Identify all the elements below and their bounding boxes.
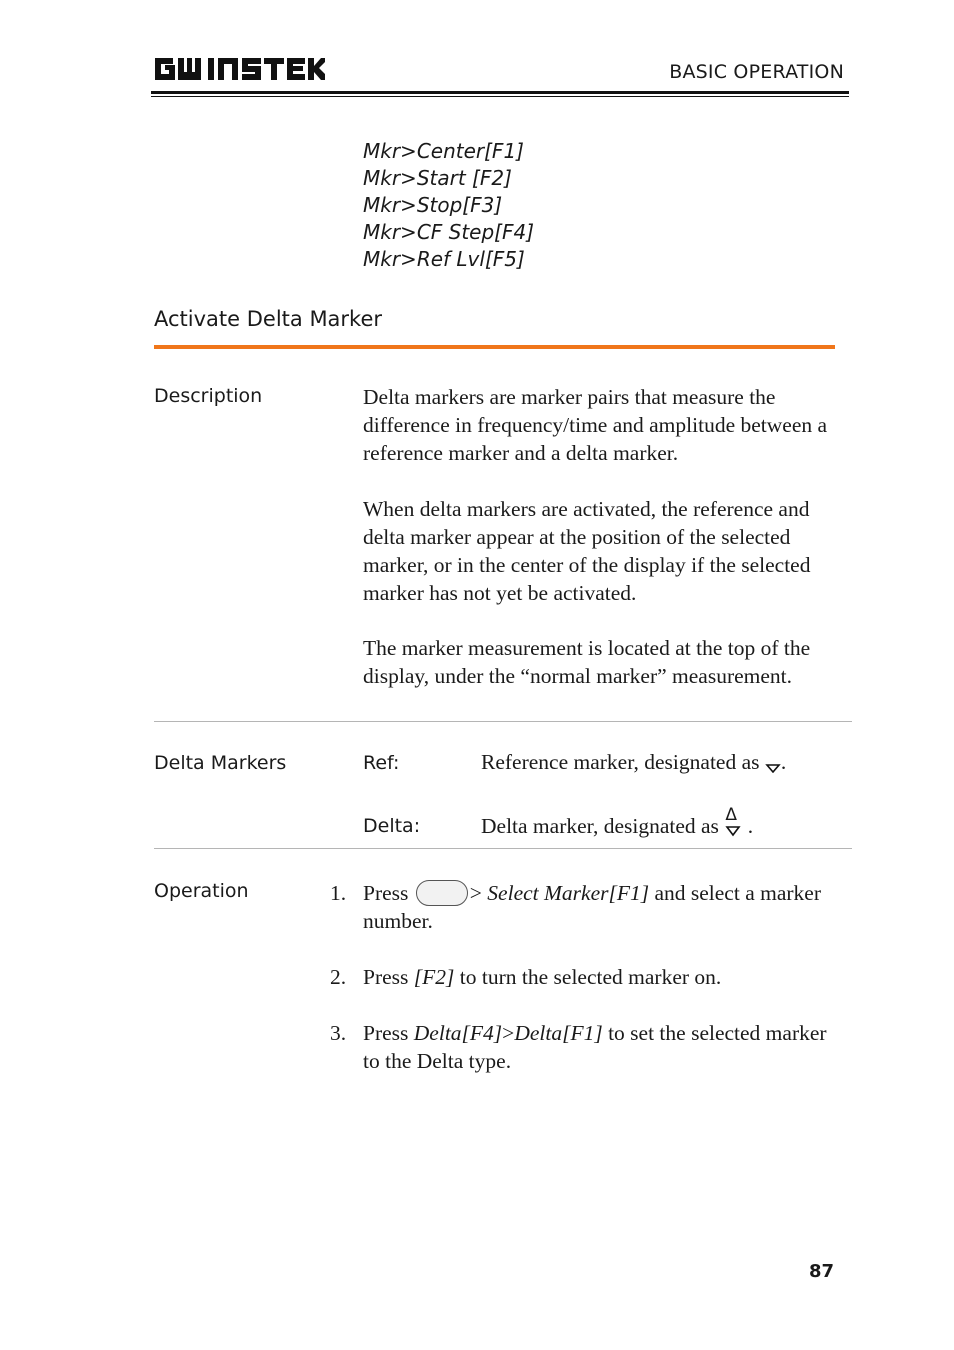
ref-text: Reference marker, designated as [481, 750, 760, 774]
step-press: Press [363, 965, 409, 989]
page-number: 87 [808, 1261, 834, 1282]
step-key-ref: [F2] [413, 965, 455, 989]
step-press: Press [363, 881, 409, 905]
header-rule [151, 91, 849, 94]
step-menu-ref: Select Marker[F1] [487, 881, 650, 905]
delta-marker-symbol [724, 805, 742, 839]
delta-label: Delta: [363, 815, 421, 837]
step-number: 1. [330, 881, 347, 905]
description-paragraph-1: Delta markers are marker pairs that measure the difference in frequency/time and amplitude between a reference marker and a delta marker. [363, 385, 828, 465]
step-press: Press [363, 1021, 409, 1045]
delta-text: Delta marker, designated as [481, 814, 719, 838]
menu-item-mkr-ref-lvl: Mkr>Ref Lvl[F5] [363, 247, 525, 271]
menu-item-mkr-cf-step: Mkr>CF Step[F4] [363, 220, 535, 244]
step-text: and select a marker number. [363, 881, 821, 933]
menu-item-mkr-center: Mkr>Center[F1] [363, 139, 524, 163]
marker-menu-list [363, 138, 534, 273]
section-title: BASIC OPERATION [669, 61, 844, 83]
step-gt: > [502, 1021, 515, 1045]
marker-triangle-icon [765, 753, 781, 773]
ref-description [481, 750, 786, 775]
step-text: to set the selected marker to the Delta type. [363, 1021, 827, 1073]
row-separator [154, 721, 852, 722]
marker-key-button-icon [416, 880, 468, 906]
menu-item-mkr-start: Mkr>Start [F2] [363, 166, 512, 190]
delta-suffix: . [747, 814, 754, 838]
section-heading: Activate Delta Marker [154, 307, 383, 331]
menu-item-mkr-stop: Mkr>Stop[F3] [363, 193, 503, 217]
header-rule-thin [151, 96, 849, 97]
ref-suffix: . [780, 750, 787, 774]
delta-description [481, 805, 754, 839]
delta-markers-label: Delta Markers [154, 752, 287, 774]
step-gt: > [469, 881, 482, 905]
step-number: 3. [330, 1021, 347, 1045]
description-paragraph-2: When delta markers are activated, the reference and delta marker appear at the position of the selected marker, or in the center of the display if the selected marker has not yet be activated. [363, 497, 811, 605]
ref-label: Ref: [363, 752, 400, 774]
row-separator [154, 848, 852, 849]
description-paragraph-3: The marker measurement is located at the top of the display, under the “normal marker” measurement. [363, 636, 811, 688]
gw-instek-logo [153, 54, 325, 84]
description-label: Description [154, 385, 263, 407]
delta-symbol-text: Δ [725, 805, 737, 825]
operation-label: Operation [154, 880, 249, 902]
step-menu-ref-a: Delta[F4] [413, 1021, 503, 1045]
step-menu-ref-b: Delta[F1] [514, 1021, 603, 1045]
step-text: to turn the selected marker on. [459, 965, 722, 989]
heading-rule [154, 345, 835, 349]
delta-marker-triangle-icon [725, 823, 741, 839]
step-number: 2. [330, 965, 347, 989]
